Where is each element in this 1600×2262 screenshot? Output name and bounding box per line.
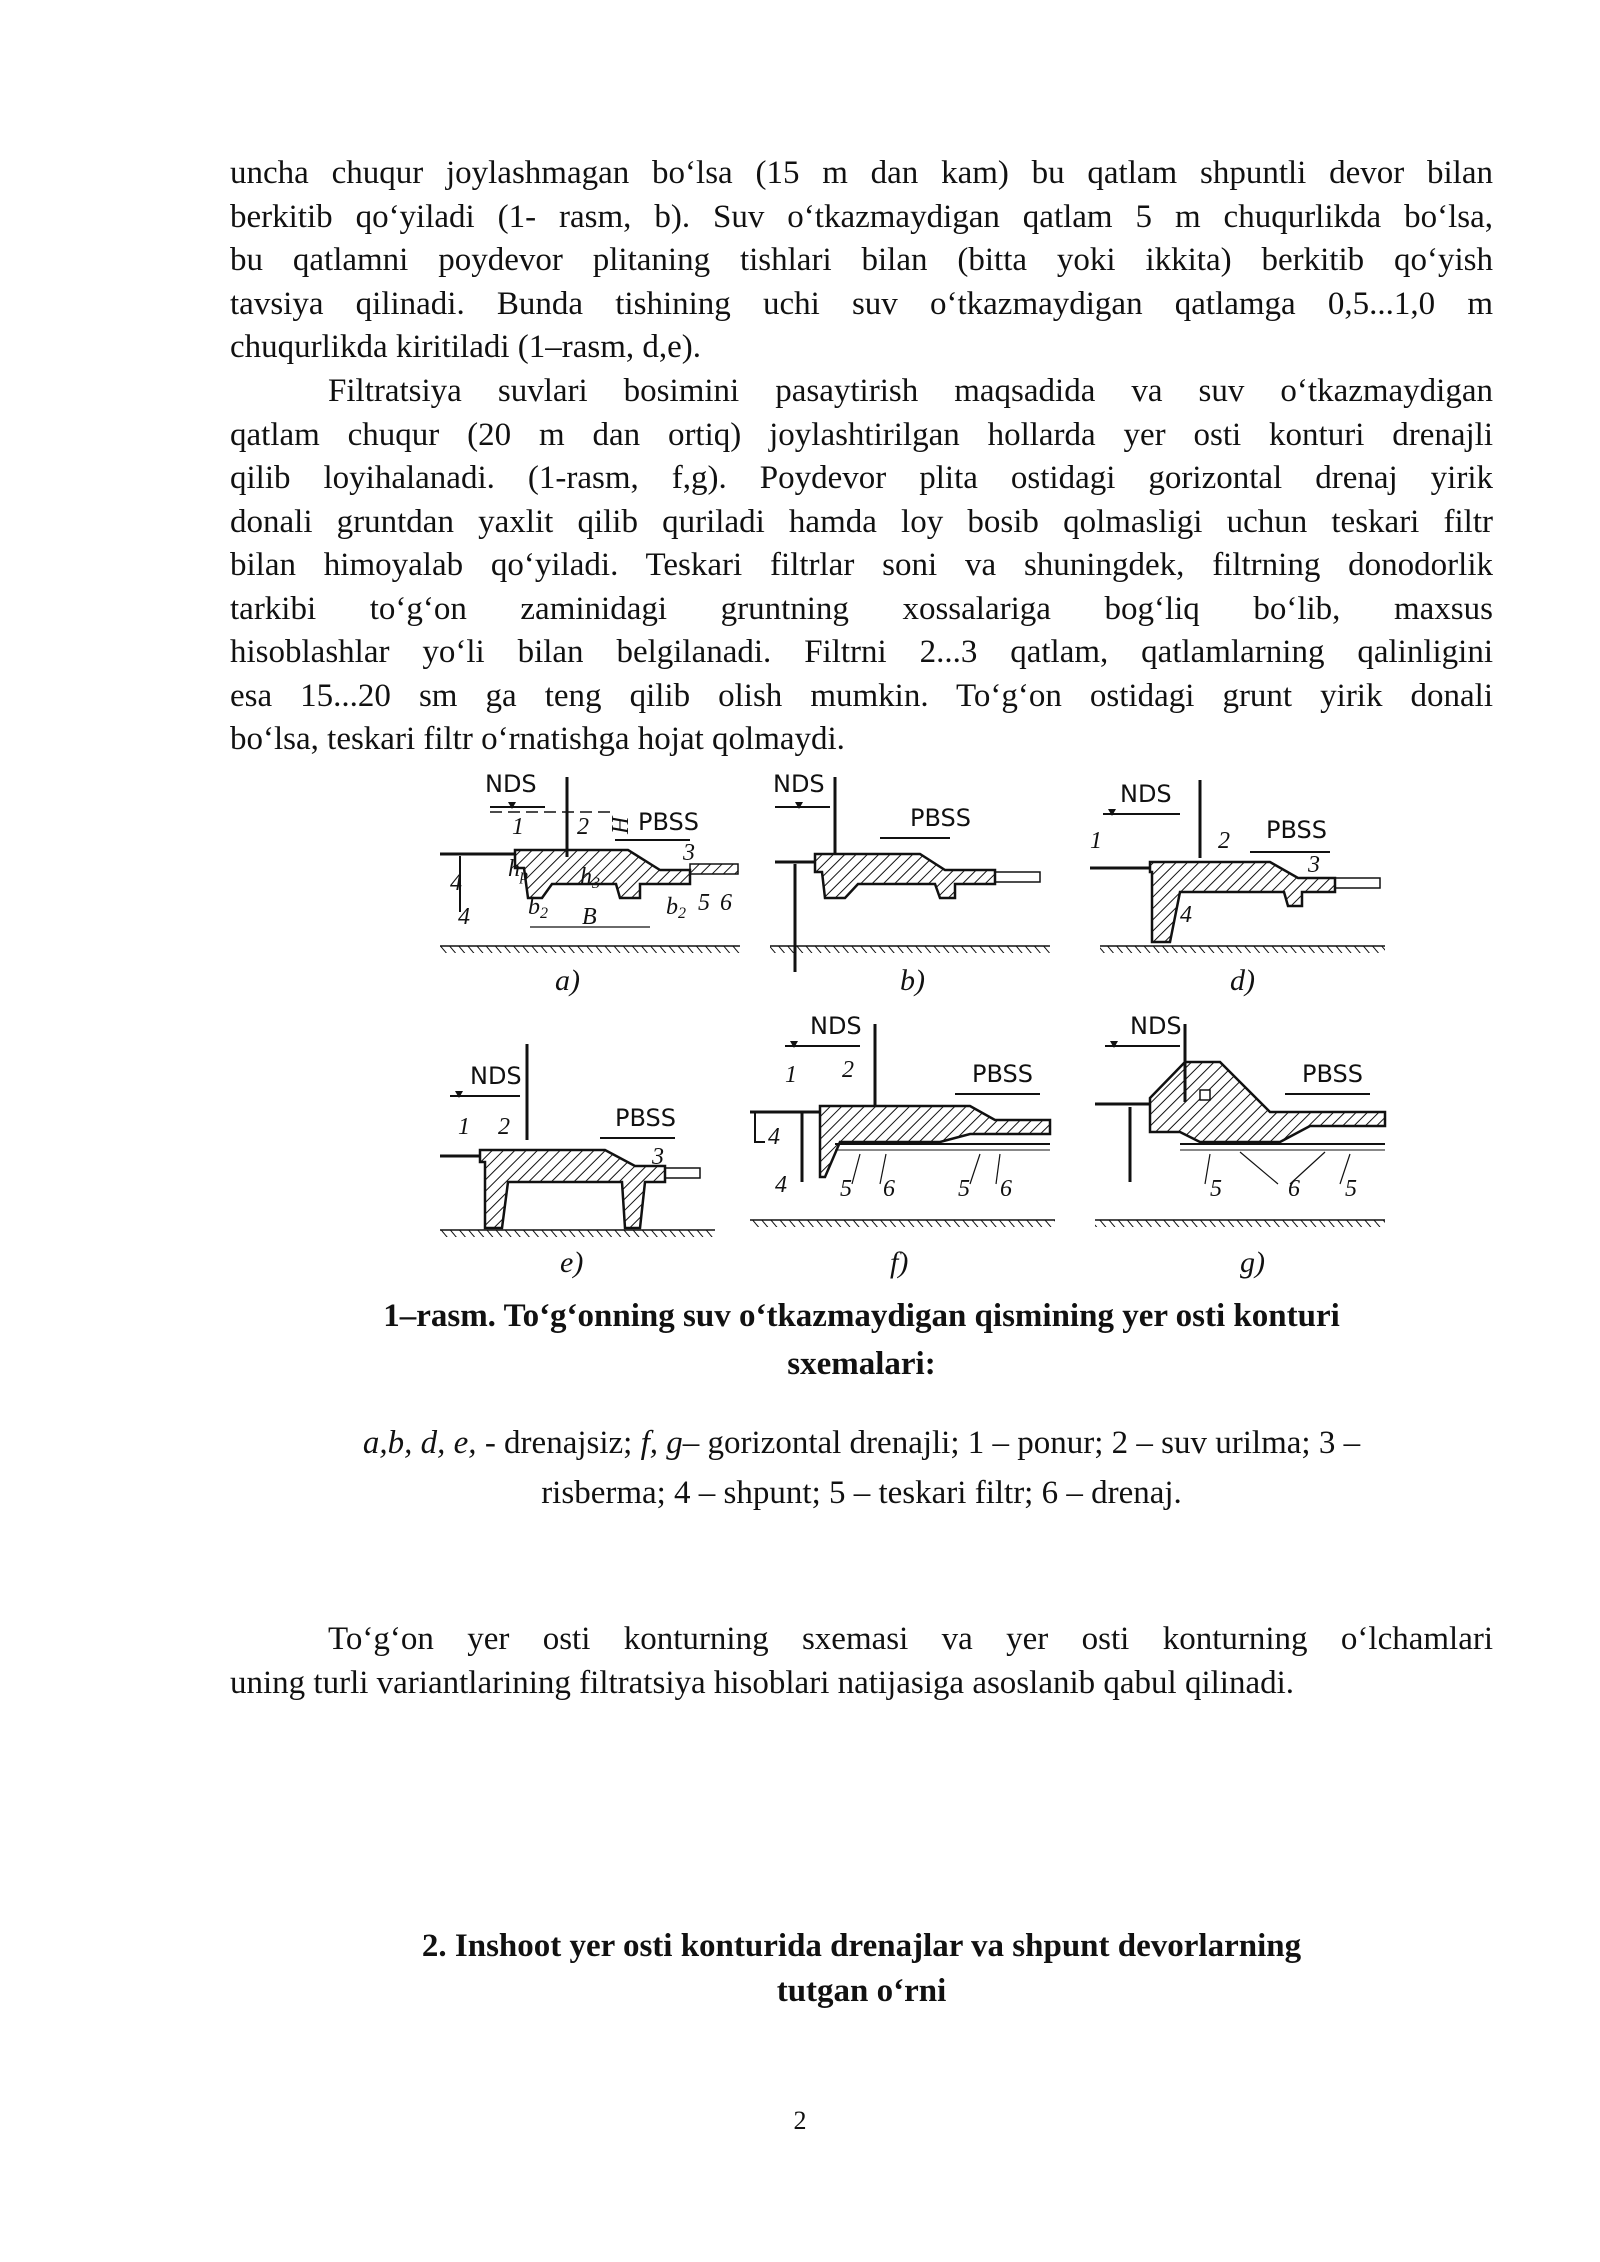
text-line: bilan himoyalab qo‘yiladi. Teskari filtrlar soni va shuningdek, filtrning donodorlik — [230, 547, 1493, 583]
text-line: chuqurlikda kiritiladi (1–rasm, d,e). — [230, 329, 702, 365]
label-2: 2 — [842, 1057, 854, 1083]
legend-italic: a,b, d, e, — [362, 1425, 477, 1461]
pbss-label: PBSS — [615, 1104, 676, 1132]
text-line: To‘g‘on yer osti konturning sxemasi va yer osti konturning o‘lchamlari — [328, 1621, 1493, 1657]
label-1: 1 — [1090, 828, 1102, 854]
subfigure-a-label: a) — [555, 964, 580, 997]
label-hp: hp — [508, 856, 528, 884]
label-3: 3 — [1308, 852, 1320, 878]
scheme-f — [750, 1012, 1055, 1279]
pbss-label: PBSS — [638, 808, 699, 836]
heading-line: tutgan o‘rni — [776, 1973, 947, 2009]
subfigure-b-label: b) — [900, 964, 925, 997]
label-1: 1 — [785, 1062, 797, 1088]
subfigure-f-label: f) — [890, 1246, 909, 1279]
pbss-label: PBSS — [972, 1060, 1033, 1088]
dam-contour-schemes-figure — [440, 772, 1395, 1292]
figure-caption-legend — [230, 1418, 1493, 1518]
text-line: uncha chuqur joylashmagan bo‘lsa (15 m dan kam) bu qatlam shpuntli devor bilan — [230, 155, 1493, 191]
pbss-label: PBSS — [1266, 816, 1327, 844]
text-line: tavsiya qilinadi. Bunda tishining uchi suv o‘tkazmaydigan qatlamga 0,5...1,0 m — [230, 285, 1493, 322]
label-3: 3 — [652, 1144, 664, 1170]
label-b2: b2 — [666, 894, 686, 922]
legend-text: – gorizontal drenajli; 1 – ponur; 2 – suv urilma; 3 – — [682, 1425, 1361, 1461]
label-5: 5 — [698, 890, 710, 916]
label-3: 3 — [683, 840, 695, 866]
nds-label: NDS — [773, 772, 825, 798]
subfigure-e-label: e) — [560, 1246, 584, 1279]
legend-line-1 — [230, 1418, 1493, 1468]
label-2: 2 — [498, 1114, 510, 1140]
label-6: 6 — [883, 1176, 895, 1202]
pbss-label: PBSS — [910, 804, 971, 832]
label-1: 1 — [512, 814, 524, 840]
label-4: 4 — [458, 904, 470, 930]
legend-italic: f, g — [640, 1425, 683, 1461]
label-b2: b2 — [528, 894, 548, 922]
scheme-d — [1090, 780, 1385, 997]
paragraph-1 — [230, 152, 1493, 370]
legend-text: - drenajsiz; — [476, 1425, 641, 1461]
paragraph-3 — [230, 1618, 1493, 1705]
scheme-b — [770, 772, 1050, 997]
label-h: H — [608, 816, 634, 834]
nds-label: NDS — [1130, 1012, 1182, 1040]
label-5: 5 — [840, 1176, 852, 1202]
text-line: Filtratsiya suvlari bosimini pasaytirish maqsadida va suv o‘tkazmaydigan — [328, 373, 1493, 409]
heading-line: 2. Inshoot yer osti konturida drenajlar va shpunt devorlarning — [421, 1928, 1302, 1964]
label-b: B — [582, 904, 597, 930]
scheme-a — [440, 772, 740, 997]
text-line: uning turli variantlarining filtratsiya hisoblari natijasiga asoslanib qabul qilinadi. — [230, 1664, 1295, 1701]
text-line: berkitib qo‘yiladi (1- rasm, b). Suv o‘tkazmaydigan qatlam 5 m chuqurlikda bo‘lsa, — [230, 198, 1493, 235]
page-number: 2 — [793, 2106, 807, 2135]
section-heading — [230, 1924, 1493, 2014]
text-line: qilib loyihalanadi. (1-rasm, f,g). Poydevor plita ostidagi gorizontal drenaj yirik — [230, 460, 1493, 496]
caption-line: 1–rasm. To‘g‘onning suv o‘tkazmaydigan qismining yer osti konturi — [383, 1298, 1340, 1334]
label-h3: h3 — [580, 864, 600, 892]
scheme-e — [440, 1044, 715, 1279]
label-6: 6 — [1288, 1176, 1300, 1202]
label-4: 4 — [775, 1172, 787, 1198]
figure-caption-title — [230, 1292, 1493, 1388]
label-5: 5 — [1210, 1176, 1222, 1202]
text-line: bo‘lsa, teskari filtr o‘rnatishga hojat qolmaydi. — [230, 721, 845, 757]
subfigure-g-label: g) — [1240, 1246, 1265, 1279]
label-6: 6 — [1000, 1176, 1012, 1202]
label-4: 4 — [768, 1124, 780, 1150]
scheme-g — [1095, 1012, 1385, 1279]
label-2: 2 — [577, 814, 589, 840]
nds-label: NDS — [810, 1012, 862, 1040]
nds-label: NDS — [485, 772, 537, 798]
label-6: 6 — [720, 890, 732, 916]
label-1: 1 — [458, 1114, 470, 1140]
text-line: tarkibi to‘g‘on zaminidagi gruntning xossalariga bog‘liq bo‘lib, maxsus — [230, 590, 1493, 627]
label-5: 5 — [958, 1176, 970, 1202]
text-line: bu qatlamni poydevor plitaning tishlari bilan (bitta yoki ikkita) berkitib qo‘yish — [230, 242, 1493, 278]
legend-line-2: risberma; 4 – shpunt; 5 – teskari filtr; 6 – drenaj. — [541, 1475, 1182, 1511]
text-line: qatlam chuqur (20 m dan ortiq) joylashtirilgan hollarda yer osti konturi drenajli — [230, 416, 1493, 453]
label-5: 5 — [1345, 1176, 1357, 1202]
label-2: 2 — [1218, 828, 1230, 854]
pbss-label: PBSS — [1302, 1060, 1363, 1088]
nds-label: NDS — [1120, 780, 1172, 808]
caption-line: sxemalari: — [787, 1346, 936, 1382]
label-4: 4 — [1180, 902, 1192, 928]
nds-label: NDS — [470, 1062, 522, 1090]
subfigure-d-label: d) — [1230, 964, 1255, 997]
text-line: donali gruntdan yaxlit qilib quriladi hamda loy bosib qolmasligi uchun teskari filtr — [230, 503, 1493, 540]
paragraph-2 — [230, 370, 1493, 762]
text-line: hisoblashlar yo‘li bilan belgilanadi. Filtrni 2...3 qatlam, qatlamlarning qalinligini — [230, 634, 1493, 670]
text-line: esa 15...20 sm ga teng qilib olish mumkin. To‘g‘on ostidagi grunt yirik donali — [230, 677, 1493, 714]
label-4: 4 — [450, 870, 462, 896]
